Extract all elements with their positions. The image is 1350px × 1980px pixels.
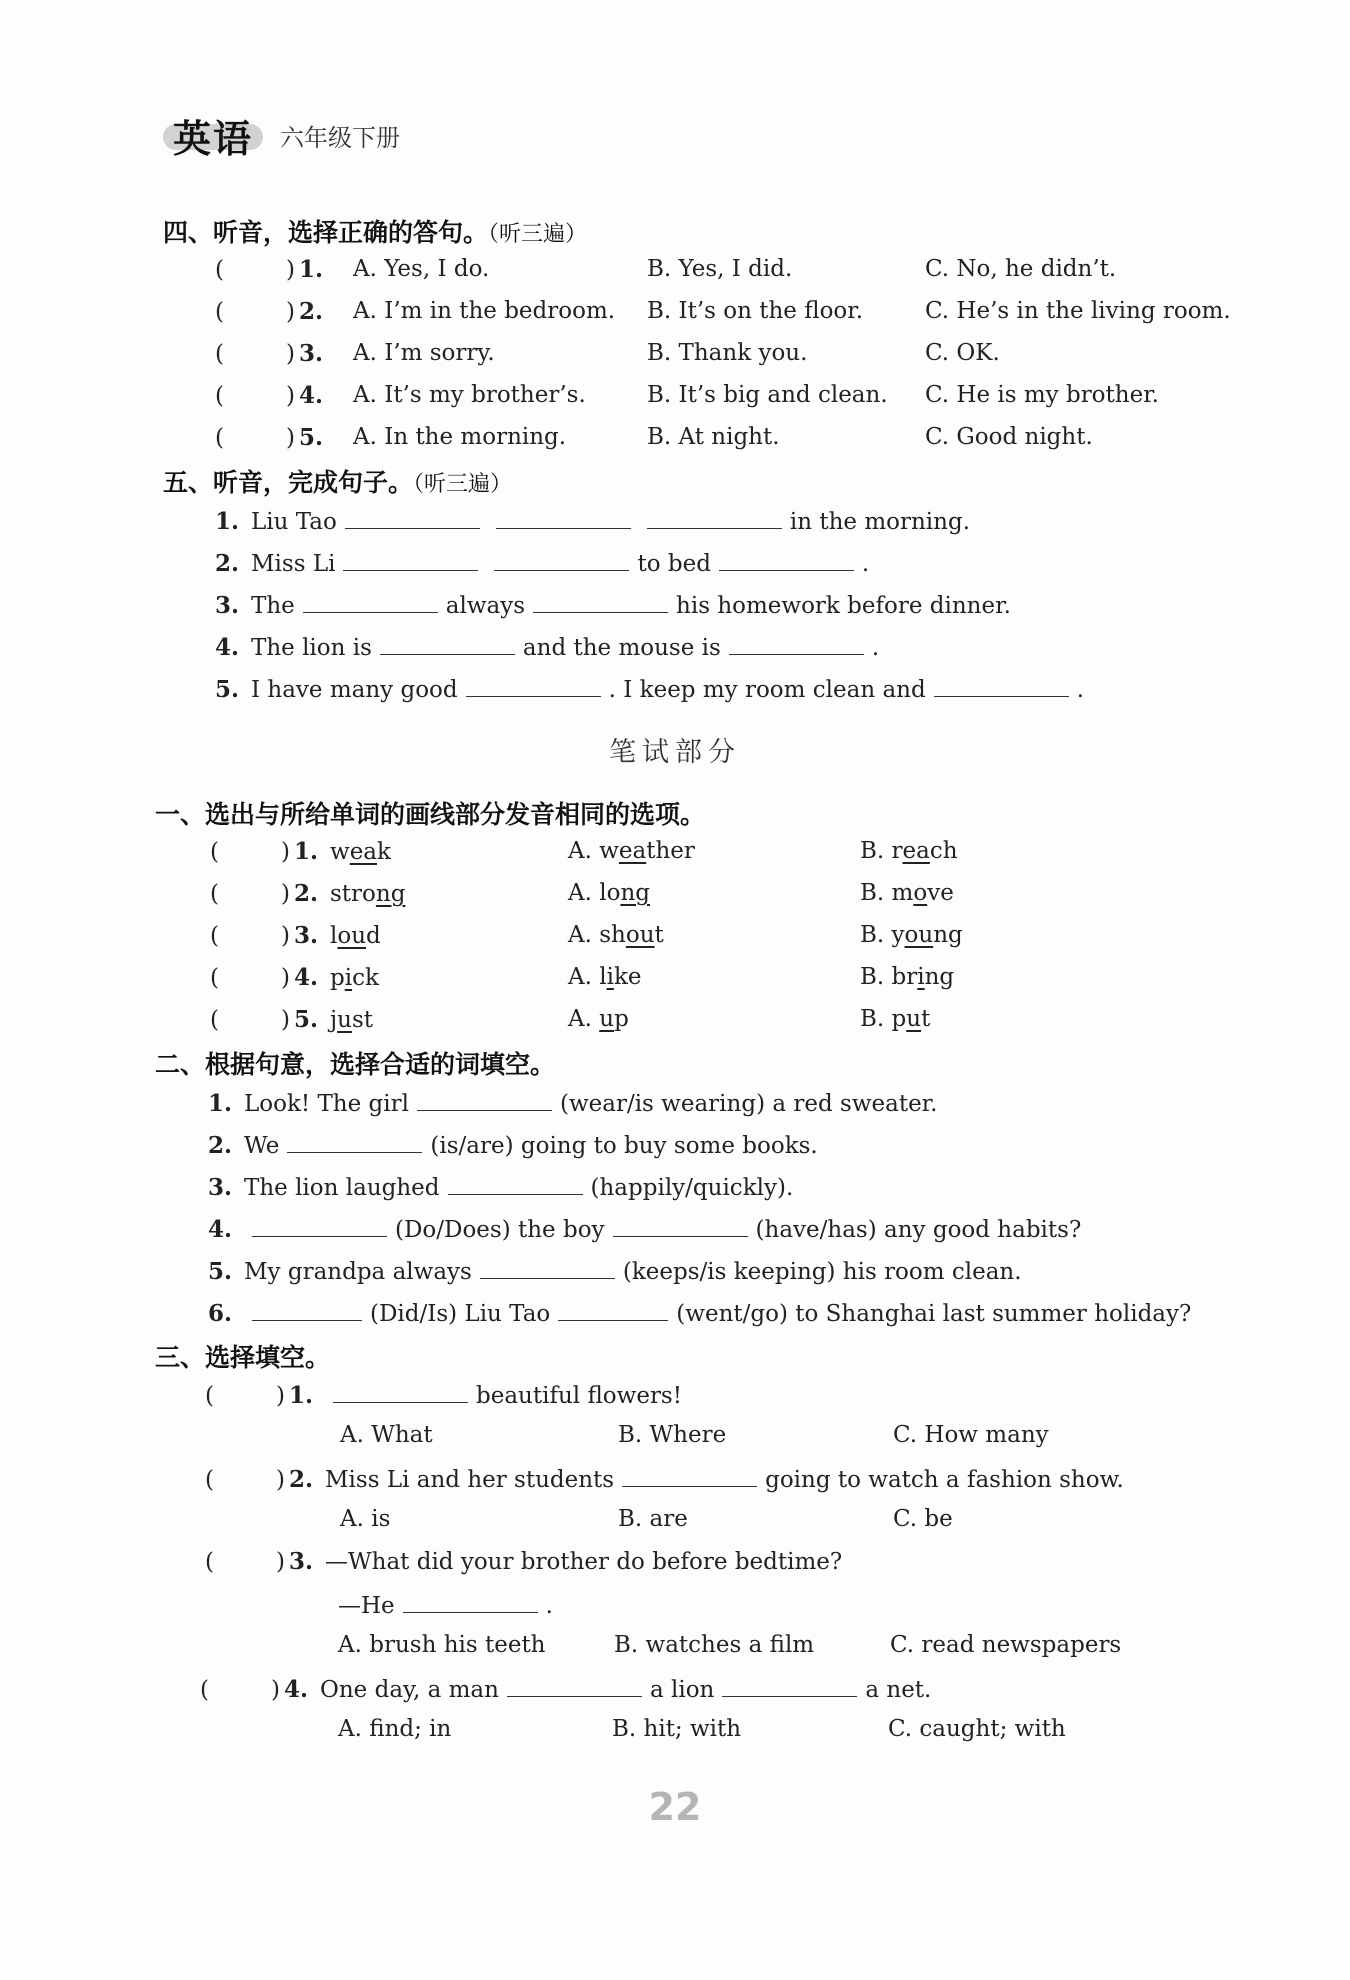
sentence-text: The lion is: [251, 635, 372, 661]
answer-blank[interactable]: [507, 1674, 642, 1697]
option-c: C. How many: [893, 1422, 1049, 1448]
phonics-question-1: [210, 838, 391, 865]
question-text: a lion: [649, 1677, 715, 1703]
answer-bracket[interactable]: ( ): [215, 425, 295, 451]
word-part: l: [330, 923, 338, 949]
section4-note: （听三遍）: [488, 222, 588, 247]
underlined-part: i: [917, 964, 925, 990]
listening-question-1: [215, 256, 335, 283]
word-part: y: [891, 922, 905, 948]
word-part: ng: [924, 964, 955, 990]
option-c: C. He is my brother.: [925, 382, 1159, 408]
option-b: B. It’s on the floor.: [647, 298, 864, 324]
answer-blank[interactable]: [333, 1380, 468, 1403]
fill-sentence-5: [208, 1256, 1022, 1285]
sentence-text: Look! The girl: [244, 1091, 409, 1117]
option-c: C. be: [893, 1506, 953, 1532]
word-part: r: [891, 838, 903, 864]
option-b: B. watches a film: [614, 1632, 815, 1658]
sentence-text: (Did/Is) Liu Tao: [370, 1301, 551, 1327]
underlined-part: i: [344, 965, 353, 991]
sentence-text: and the mouse is: [522, 635, 721, 661]
answer-bracket[interactable]: ( ): [210, 923, 290, 949]
sentence-number: 5.: [208, 1258, 233, 1285]
listening-sentence-3: [215, 590, 1011, 619]
option-c: C. read newspapers: [890, 1632, 1122, 1658]
answer-blank[interactable]: [729, 632, 864, 655]
word-part: br: [891, 964, 918, 990]
word-part: ve: [927, 880, 954, 906]
option-b: [860, 1006, 930, 1032]
choice-question-4: [200, 1674, 931, 1703]
answer-blank[interactable]: [403, 1590, 538, 1613]
underlined-part: ea: [349, 839, 378, 865]
section5-title: [163, 463, 512, 499]
option-label: B.: [860, 964, 885, 990]
option-b: B. are: [618, 1506, 688, 1532]
answer-blank[interactable]: [647, 506, 782, 529]
answer-blank[interactable]: [934, 674, 1069, 697]
option-b: B. Where: [618, 1422, 727, 1448]
question-number: 5.: [299, 424, 324, 451]
section4-title-text: 四、听音，选择正确的答句。: [163, 218, 489, 247]
option-label: B.: [860, 838, 885, 864]
option-b: B. It’s big and clean.: [647, 382, 888, 408]
option-label: A.: [568, 964, 592, 990]
answer-blank[interactable]: [622, 1464, 757, 1487]
option-b: [860, 964, 954, 990]
sentence-number: 2.: [215, 550, 240, 577]
answer-blank[interactable]: [496, 506, 631, 529]
question-text: going to watch a fashion show.: [765, 1467, 1124, 1493]
section4-title: [163, 213, 587, 249]
sentence-text: .: [1076, 677, 1085, 703]
sentence-text: (Do/Does) the boy: [395, 1217, 605, 1243]
word-part: ke: [613, 964, 642, 990]
phonics-question-5: [210, 1006, 373, 1033]
answer-bracket[interactable]: ( ): [210, 881, 290, 907]
part2-title: 二、根据句意，选择合适的词填空。: [155, 1050, 556, 1079]
answer-blank[interactable]: [380, 632, 515, 655]
option-b: B. Thank you.: [647, 340, 808, 366]
listening-question-5: [215, 424, 335, 451]
underlined-part: u: [337, 1007, 352, 1033]
listening-question-3: [215, 340, 335, 367]
sentence-text: The: [251, 593, 295, 619]
answer-bracket[interactable]: ( ): [205, 1467, 285, 1493]
sentence-number: 6.: [208, 1300, 233, 1327]
page-number: 22: [648, 1785, 702, 1829]
option-a: A. find; in: [338, 1716, 452, 1742]
underlined-part: ng: [620, 880, 650, 906]
word-part: m: [891, 880, 914, 906]
question-text: .: [545, 1593, 553, 1619]
choice-question-3-line2: [338, 1590, 553, 1619]
sentence-text: Miss Li: [251, 551, 336, 577]
sentence-text: (have/has) any good habits?: [755, 1217, 1082, 1243]
sentence-text: (happily/quickly).: [590, 1175, 794, 1201]
word-part: ng: [933, 922, 963, 948]
answer-bracket[interactable]: ( ): [215, 341, 295, 367]
answer-bracket[interactable]: ( ): [205, 1549, 285, 1575]
word-part: j: [330, 1007, 338, 1033]
grade-subtitle: 六年级下册: [280, 124, 400, 152]
listening-sentence-1: [215, 506, 970, 535]
option-label: A.: [568, 922, 592, 948]
sentence-text: My grandpa always: [244, 1259, 472, 1285]
sentence-number: 3.: [208, 1174, 233, 1201]
question-text: Miss Li and her students: [325, 1467, 615, 1493]
underlined-part: ou: [904, 922, 934, 948]
fill-sentence-6: [208, 1298, 1191, 1327]
word-part: ck: [352, 965, 379, 991]
underlined-part: u: [599, 1006, 615, 1032]
answer-bracket[interactable]: ( ): [210, 839, 290, 865]
sentence-number: 1.: [215, 508, 240, 535]
sentence-number: 5.: [215, 676, 240, 703]
answer-blank[interactable]: [287, 1130, 422, 1153]
option-c: C. No, he didn’t.: [925, 256, 1117, 282]
word-part: w: [599, 838, 619, 864]
sentence-number: 1.: [208, 1090, 233, 1117]
underlined-part: ou: [337, 923, 367, 949]
underlined-part: i: [606, 964, 614, 990]
sentence-text: to bed: [637, 551, 711, 577]
option-a: A. brush his teeth: [338, 1632, 546, 1658]
listening-question-2: [215, 298, 335, 325]
word-part: w: [330, 839, 350, 865]
choice-question-2: [205, 1464, 1124, 1493]
fill-sentence-1: [208, 1088, 937, 1117]
answer-blank[interactable]: [494, 548, 629, 571]
question-number: 4.: [299, 382, 324, 409]
answer-bracket[interactable]: ( ): [215, 383, 295, 409]
option-b: [860, 922, 963, 948]
sentence-text: .: [861, 551, 870, 577]
sentence-text: . I keep my room clean and: [608, 677, 926, 703]
underlined-part: ea: [618, 838, 647, 864]
fill-sentence-2: [208, 1130, 818, 1159]
sentence-number: 4.: [208, 1216, 233, 1243]
option-b: [860, 880, 954, 906]
option-a: A. In the morning.: [353, 424, 567, 450]
word-part: p: [330, 965, 345, 991]
sentence-text: his homework before dinner.: [676, 593, 1011, 619]
question-text: beautiful flowers!: [476, 1383, 682, 1409]
answer-bracket[interactable]: ( ): [215, 299, 295, 325]
option-label: A.: [568, 880, 592, 906]
choice-question-3: [205, 1548, 842, 1575]
sentence-text: (keeps/is keeping) his room clean.: [622, 1259, 1022, 1285]
written-part-title: 笔试部分: [609, 737, 741, 768]
sentence-text: (went/go) to Shanghai last summer holiday?: [676, 1301, 1192, 1327]
option-a: A. Yes, I do.: [353, 256, 490, 282]
subject-title: 英语: [173, 117, 254, 161]
option-label: A.: [568, 838, 592, 864]
option-a: A. What: [340, 1422, 433, 1448]
answer-blank[interactable]: [533, 590, 668, 613]
question-number: 5.: [294, 1006, 319, 1033]
question-text: One day, a man: [320, 1677, 499, 1703]
phonics-question-2: [210, 880, 405, 907]
word-part: ther: [646, 838, 695, 864]
option-a: A. I’m sorry.: [353, 340, 495, 366]
answer-blank[interactable]: [448, 1172, 583, 1195]
section5-title-text: 五、听音，完成句子。: [163, 468, 414, 497]
listening-sentence-5: [215, 674, 1084, 703]
underlined-part: o: [913, 880, 928, 906]
answer-blank[interactable]: [558, 1298, 668, 1321]
choice-question-1: [205, 1380, 682, 1409]
part1-title: 一、选出与所给单词的画线部分发音相同的选项。: [155, 800, 706, 829]
sentence-number: 4.: [215, 634, 240, 661]
option-b: B. hit; with: [612, 1716, 742, 1742]
option-a: [568, 922, 664, 948]
sentence-text: I have many good: [251, 677, 458, 703]
option-c: C. OK.: [925, 340, 1000, 366]
question-number: 2.: [299, 298, 324, 325]
sentence-text: .: [871, 635, 880, 661]
word-part: t: [921, 1006, 931, 1032]
question-number: 1.: [294, 838, 319, 865]
fill-sentence-4: [208, 1214, 1081, 1243]
underlined-part: ea: [902, 838, 930, 864]
option-a: [568, 964, 642, 990]
answer-bracket[interactable]: ( ): [210, 1007, 290, 1033]
word-part: p: [891, 1006, 907, 1032]
question-text: —What did your brother do before bedtime?: [325, 1549, 843, 1575]
listening-sentence-4: [215, 632, 879, 661]
option-a: [568, 838, 695, 864]
option-b: B. At night.: [647, 424, 780, 450]
answer-bracket[interactable]: ( ): [205, 1383, 285, 1409]
question-number: 3.: [289, 1548, 314, 1575]
answer-bracket[interactable]: ( ): [215, 257, 295, 283]
word-part: t: [654, 922, 664, 948]
word-part: sh: [599, 922, 626, 948]
section5-note: （听三遍）: [413, 472, 513, 497]
phonics-question-4: [210, 964, 379, 991]
question-text: —He: [338, 1593, 395, 1619]
option-label: B.: [860, 880, 885, 906]
option-a: A. I’m in the bedroom.: [353, 298, 616, 324]
answer-bracket[interactable]: ( ): [200, 1677, 280, 1703]
question-number: 2.: [294, 880, 319, 907]
option-c: C. caught; with: [888, 1716, 1066, 1742]
word-part: d: [366, 923, 381, 949]
question-number: 4.: [284, 1676, 309, 1703]
question-text: a net.: [865, 1677, 932, 1703]
option-a: A. It’s my brother’s.: [353, 382, 586, 408]
question-number: 3.: [299, 340, 324, 367]
answer-blank[interactable]: [252, 1298, 362, 1321]
sentence-text: always: [445, 593, 526, 619]
word-part: k: [377, 839, 391, 865]
word-part: lo: [599, 880, 621, 906]
underlined-part: ng: [375, 881, 406, 907]
answer-blank[interactable]: [719, 548, 854, 571]
answer-blank[interactable]: [303, 590, 438, 613]
fill-sentence-3: [208, 1172, 793, 1201]
part3-title: 三、选择填空。: [155, 1343, 331, 1372]
question-number: 4.: [294, 964, 319, 991]
word-part: stro: [330, 881, 376, 907]
sentence-text: (wear/is wearing) a red sweater.: [559, 1091, 938, 1117]
word-part: p: [614, 1006, 629, 1032]
answer-blank[interactable]: [252, 1214, 387, 1237]
answer-blank[interactable]: [466, 674, 601, 697]
sentence-number: 2.: [208, 1132, 233, 1159]
option-c: C. He’s in the living room.: [925, 298, 1231, 324]
option-label: B.: [860, 922, 885, 948]
option-label: B.: [860, 1006, 885, 1032]
sentence-text: Liu Tao: [251, 509, 337, 535]
word-part: l: [599, 964, 607, 990]
underlined-part: u: [906, 1006, 922, 1032]
option-label: A.: [568, 1006, 592, 1032]
question-number: 3.: [294, 922, 319, 949]
listening-sentence-2: [215, 548, 869, 577]
word-part: ch: [929, 838, 958, 864]
option-b: [860, 838, 958, 864]
question-number: 1.: [299, 256, 324, 283]
option-a: [568, 880, 650, 906]
option-a: A. is: [340, 1506, 391, 1532]
word-part: st: [351, 1007, 374, 1033]
answer-blank[interactable]: [613, 1214, 748, 1237]
answer-blank[interactable]: [480, 1256, 615, 1279]
option-b: B. Yes, I did.: [647, 256, 793, 282]
answer-bracket[interactable]: ( ): [210, 965, 290, 991]
subject-badge: [163, 108, 263, 160]
sentence-text: in the morning.: [789, 509, 971, 535]
sentence-text: We: [244, 1133, 280, 1159]
phonics-question-3: [210, 922, 381, 949]
answer-blank[interactable]: [343, 548, 478, 571]
question-number: 1.: [289, 1382, 314, 1409]
answer-blank[interactable]: [345, 506, 480, 529]
question-number: 2.: [289, 1466, 314, 1493]
sentence-number: 3.: [215, 592, 240, 619]
listening-question-4: [215, 382, 335, 409]
sentence-text: The lion laughed: [244, 1175, 440, 1201]
answer-blank[interactable]: [722, 1674, 857, 1697]
answer-blank[interactable]: [417, 1088, 552, 1111]
option-a: [568, 1006, 629, 1032]
underlined-part: ou: [625, 922, 655, 948]
sentence-text: (is/are) going to buy some books.: [430, 1133, 818, 1159]
option-c: C. Good night.: [925, 424, 1093, 450]
